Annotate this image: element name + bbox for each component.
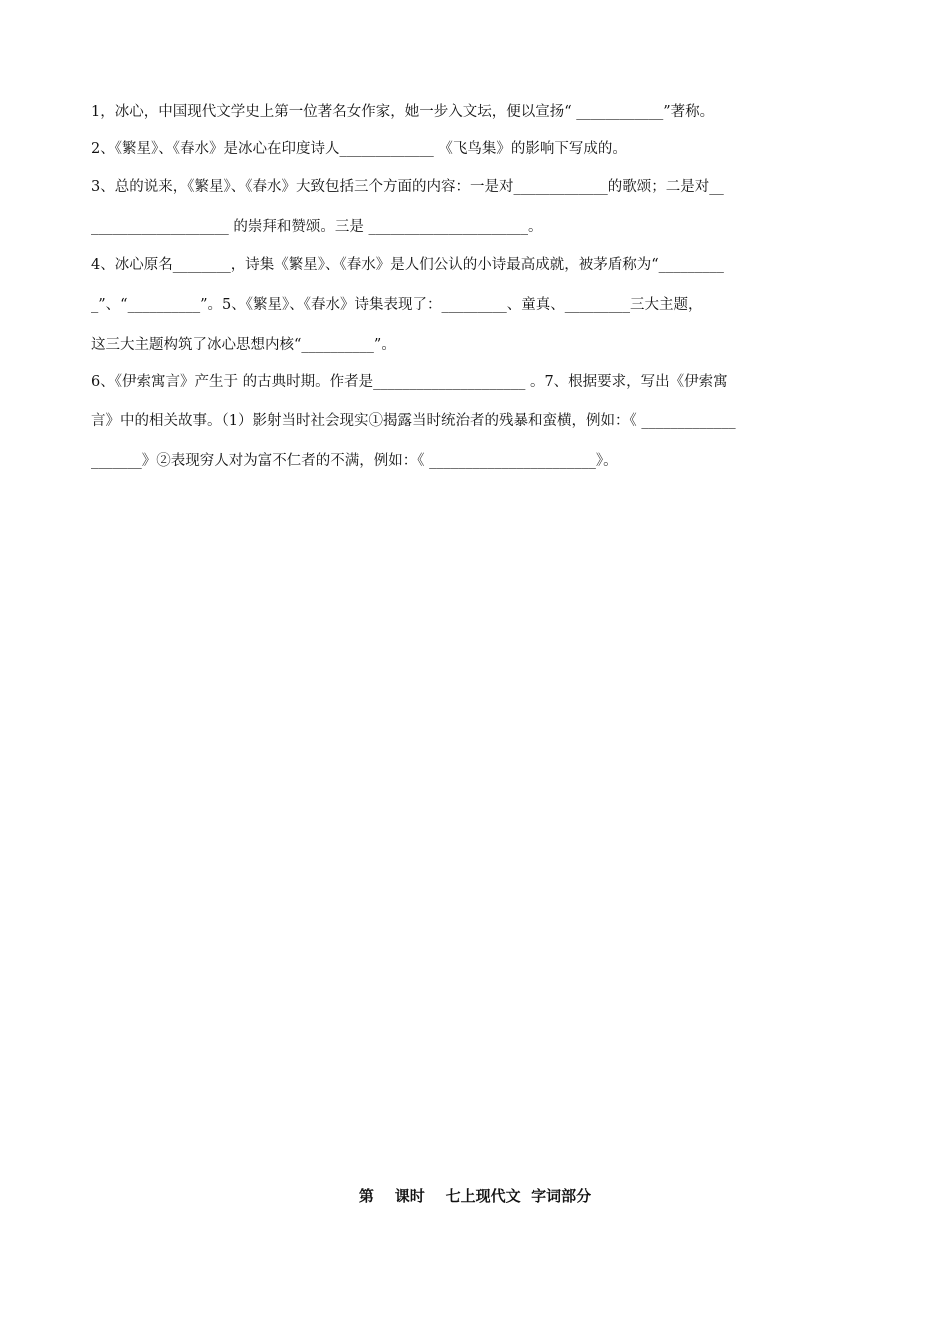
- question-3-line-2: ___________________ 的崇拜和赞颂。三是 ______________________。: [91, 219, 543, 235]
- worksheet-body: [91, 100, 863, 471]
- question-2: 2、《繁星》、《春水》是冰心在印度诗人_____________ 《飞鸟集》的影响下写成的。: [91, 141, 627, 157]
- question-6-line-3: _______》②表现穷人对为富不仁者的不满，例如：《 _______________________》。: [91, 453, 618, 469]
- question-6-line-2: 言》中的相关故事。（1）影射当时社会现实①揭露当时统治者的残暴和蛮横，例如：《 _____________: [91, 413, 736, 429]
- question-4-line-1: 4、冰心原名________，诗集《繁星》、《春水》是人们公认的小诗最高成就，被茅盾称为“_________: [91, 257, 724, 273]
- question-3-line-1: 3、总的说来，《繁星》、《春水》大致包括三个方面的内容：一是对_____________的歌颂；二是对__: [91, 179, 724, 195]
- section-heading: 第 课时 七上现代文 字词部分: [358, 1187, 592, 1205]
- question-1: 1，冰心，中国现代文学史上第一位著名女作家，她一步入文坛，便以宣扬“ ____________”著称。: [91, 104, 715, 120]
- question-4-line-2: _”、“__________”。5、《繁星》、《春水》诗集表现了：_________、童真、_________三大主题，: [91, 297, 703, 313]
- question-4-line-3: 这三大主题构筑了冰心思想内核“__________”。: [91, 337, 396, 353]
- question-6-line-1: 6、《伊索寓言》产生于 的古典时期。作者是_____________________ 。7、根据要求，写出《伊索寓: [91, 374, 728, 390]
